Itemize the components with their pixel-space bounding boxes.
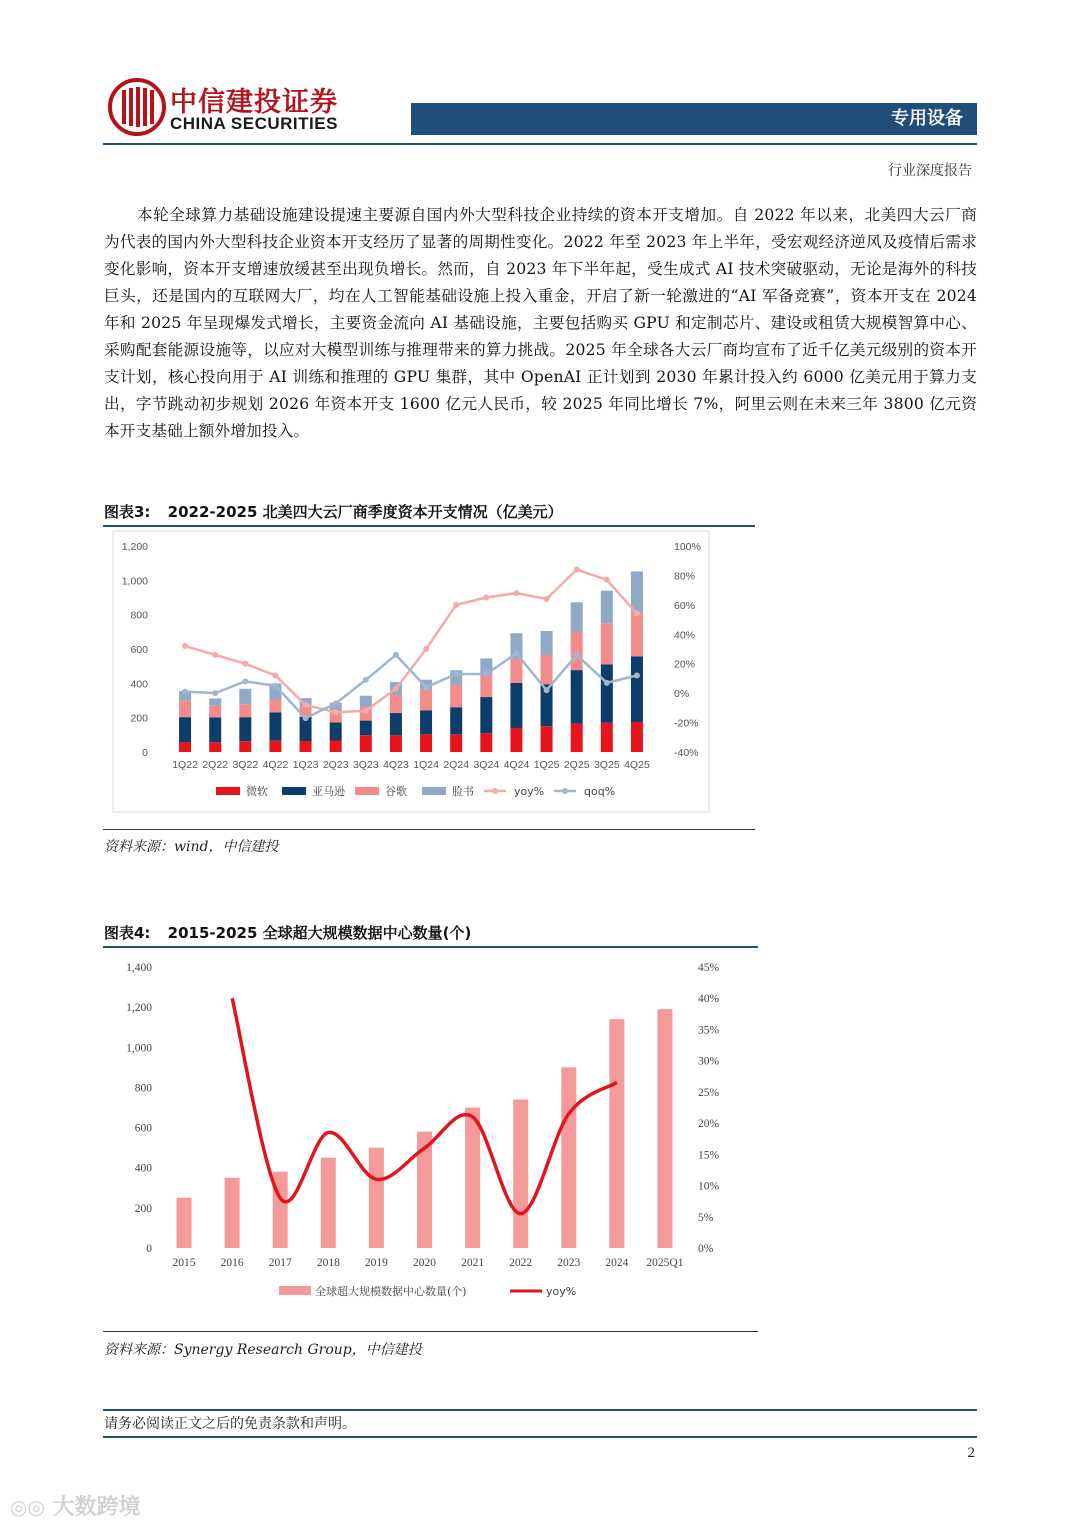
bar-segment: [631, 722, 643, 752]
y2-tick-label: -20%: [674, 717, 699, 730]
bar-segment: [601, 623, 613, 664]
line-point: [544, 596, 550, 602]
x-tick-label: 2022: [509, 1257, 533, 1269]
y-tick-label: 400: [130, 678, 148, 691]
line-point: [242, 678, 248, 684]
y2-tick-label: 0%: [674, 688, 690, 701]
legend-swatch: [492, 788, 498, 794]
legend-label: yoy%: [514, 785, 545, 798]
figure3-source: 资料来源：wind，中信建投: [104, 839, 279, 855]
bar-segment: [631, 613, 643, 657]
bar: [369, 1148, 384, 1248]
bar-segment: [179, 700, 191, 717]
y2-tick-label: 60%: [674, 599, 696, 612]
bar-segment: [450, 734, 462, 752]
bar-segment: [209, 705, 221, 717]
y2-tick-label: 35%: [698, 1024, 720, 1037]
y2-tick-label: 30%: [698, 1055, 720, 1068]
bar-segment: [269, 699, 281, 712]
y2-tick-label: 15%: [698, 1149, 720, 1162]
y2-tick-label: 10%: [698, 1180, 720, 1193]
line-point: [363, 708, 369, 714]
bar-segment: [510, 728, 522, 752]
y2-tick-label: 25%: [698, 1086, 720, 1099]
legend-swatch: [279, 1286, 311, 1295]
line-point: [303, 715, 309, 721]
x-tick-label: 2Q22: [202, 759, 229, 771]
logo-mark-icon: [108, 78, 166, 136]
y-tick-label: 200: [134, 1202, 152, 1215]
x-tick-label: 2024: [605, 1257, 629, 1269]
body-paragraph: 本轮全球算力基础设施建设提速主要源自国内外大型科技企业持续的资本开支增加。自 2022 年以来，北美四大云厂商为代表的国内外大型科技企业资本开支经历了显著的周期性变化。2022 年至 2023 年上半年，受宏观经济逆风及疫情后需求变化影响，资本开支增速放缓甚至出现负增长。然而，自 2023 年下半年起，受生成式 AI 技术突破驱动，无论是海外的科技巨头，还是国内的互联网大厂，均在人工智能基础设施上投入重金，开启了新一轮激进的“AI 军备竞赛”，资本开支在 2024 年和 2025 年呈现爆发式增长，主要资金流向 AI 基础设施，主要包括购买 GPU 和定制芯片、建设或租赁大规模智算中心、采购配套能源设施等，以应对大模型训练与推理带来的算力挑战。2025 年全球各大云厂商均宣布了近千亿美元级别的资本开支计划，核心投向用于 AI 训练和推理的 GPU 集群，其中 OpenAI 正计划到 2030 年累计投入约 6000 亿美元用于算力支出，字节跳动初步规划 2026 年资本开支 1600 亿元人民币，较 2025 年同比增长 7%，阿里云则在未来三年 3800 亿元资本开支基础上额外增加投入。: [104, 206, 977, 440]
figure3-bottom-rule: [103, 829, 755, 830]
y-tick-label: 200: [130, 712, 148, 725]
watermark-icon: ◎◎: [10, 1495, 45, 1519]
bar-segment: [209, 698, 221, 705]
line-point: [483, 595, 489, 601]
line-point: [212, 652, 218, 658]
y-tick-label: 600: [134, 1122, 152, 1135]
logo: [108, 78, 348, 140]
bar-segment: [300, 741, 312, 752]
line-point: [574, 652, 580, 658]
line-point: [423, 646, 429, 652]
bar-segment: [541, 631, 553, 655]
line-point: [272, 672, 278, 678]
bar-segment: [541, 655, 553, 684]
x-tick-label: 2Q23: [322, 759, 349, 771]
y2-tick-label: -40%: [674, 747, 699, 759]
bar-segment: [480, 733, 492, 752]
x-tick-label: 3Q22: [232, 759, 259, 771]
disclaimer-note: 请务必阅读正文之后的免责条款和声明。: [104, 1416, 356, 1432]
bar-segment: [510, 659, 522, 683]
figure4-label: 图表4:: [104, 924, 151, 942]
bar: [561, 1067, 576, 1248]
y2-tick-label: 40%: [674, 629, 696, 642]
bar-segment: [239, 689, 251, 704]
datacenter-chart: [104, 952, 744, 1312]
bar: [225, 1178, 240, 1248]
y-tick-label: 800: [134, 1082, 152, 1095]
bar-segment: [631, 571, 643, 612]
legend-label: 亚马逊: [312, 785, 345, 798]
y2-tick-label: 100%: [674, 541, 701, 553]
figure4-title: [104, 922, 471, 943]
bar-segment: [480, 697, 492, 733]
x-tick-label: 2015: [172, 1257, 196, 1269]
bar-segment: [390, 735, 402, 752]
line-point: [303, 702, 309, 708]
bar: [657, 1009, 672, 1248]
bar-segment: [510, 683, 522, 728]
x-tick-label: 1Q23: [292, 759, 319, 771]
bar-segment: [360, 735, 372, 752]
line-point: [182, 643, 188, 649]
bar-segment: [360, 721, 372, 736]
bar-segment: [330, 740, 342, 752]
x-tick-label: 2023: [557, 1257, 581, 1269]
sector-banner: 专用设备: [411, 103, 977, 135]
bar-segment: [239, 741, 251, 752]
x-tick-label: 1Q25: [533, 759, 560, 771]
y-tick-label: 0: [142, 747, 148, 759]
bar-segment: [390, 695, 402, 713]
legend-label: 全球超大规模数据中心数量(个): [315, 1285, 467, 1298]
figure3-top-rule: [103, 525, 755, 527]
y-tick-label: 1,000: [121, 575, 148, 588]
bar-segment: [420, 734, 432, 752]
bar-segment: [179, 742, 191, 752]
line-point: [513, 650, 519, 656]
bar-segment: [631, 656, 643, 722]
bar-segment: [390, 713, 402, 735]
line-point: [453, 602, 459, 608]
bar-segment: [571, 631, 583, 670]
figure3-label: 图表3:: [104, 503, 151, 521]
line-point: [513, 590, 519, 596]
x-tick-label: 2017: [268, 1257, 292, 1269]
y2-tick-label: 45%: [698, 962, 720, 974]
line-point: [393, 652, 399, 658]
bar-segment: [209, 742, 221, 752]
bar-segment: [420, 710, 432, 734]
figure3-title: [104, 501, 563, 522]
y2-tick-label: 20%: [674, 658, 696, 671]
x-tick-label: 3Q25: [593, 759, 620, 771]
x-tick-label: 4Q25: [624, 759, 650, 771]
bar-segment: [239, 717, 251, 741]
bar-segment: [601, 723, 613, 752]
bar: [177, 1198, 192, 1248]
x-tick-label: 2021: [461, 1257, 485, 1269]
figure4-top-rule: [103, 946, 758, 948]
line-point: [333, 700, 339, 706]
y-tick-label: 1,400: [126, 962, 152, 974]
y-tick-label: 0: [146, 1243, 152, 1255]
footer-rule-top: [103, 1409, 977, 1411]
bar-segment: [179, 717, 191, 742]
x-tick-label: 2Q24: [443, 759, 470, 771]
legend-label: 脸书: [452, 785, 474, 798]
figure4-title-text: 2015-2025 全球超大规模数据中心数量(个): [167, 924, 472, 942]
bar-segment: [239, 704, 251, 717]
x-tick-label: 4Q22: [262, 759, 289, 771]
x-tick-label: 2016: [220, 1257, 244, 1269]
bar-segment: [541, 726, 553, 752]
bar-segment: [209, 717, 221, 742]
y2-tick-label: 5%: [698, 1211, 714, 1224]
legend-swatch: [422, 787, 446, 795]
bar: [609, 1019, 624, 1248]
line-point: [574, 567, 580, 573]
bar-segment: [450, 707, 462, 734]
x-tick-label: 2020: [413, 1257, 436, 1269]
bar-segment: [571, 724, 583, 752]
line-point: [333, 709, 339, 715]
bar-segment: [601, 591, 613, 624]
y-tick-label: 1,200: [121, 541, 148, 553]
bar-segment: [480, 675, 492, 697]
bar-segment: [571, 670, 583, 724]
figure4-bottom-rule: [103, 1331, 758, 1332]
y-tick-label: 600: [130, 644, 148, 656]
capex-chart: [112, 530, 712, 815]
watermark: [10, 1490, 141, 1521]
bar-segment: [601, 664, 613, 722]
bar: [465, 1108, 480, 1249]
line-point: [634, 611, 640, 617]
line-point: [242, 661, 248, 667]
legend-swatch: [355, 787, 379, 795]
line-point: [483, 671, 489, 677]
y-tick-label: 800: [130, 609, 148, 622]
line-point: [423, 684, 429, 690]
x-tick-label: 1Q22: [172, 759, 198, 771]
legend-label: 微软: [246, 785, 268, 798]
legend-label: 谷歌: [385, 785, 407, 798]
bar-segment: [571, 602, 583, 631]
y-tick-label: 1,000: [126, 1042, 152, 1055]
watermark-text: 大数跨境: [52, 1495, 141, 1520]
legend-label: qoq%: [584, 785, 616, 798]
header-rule: [103, 143, 977, 145]
legend-swatch: [562, 788, 568, 794]
line-point: [453, 671, 459, 677]
logo-text-cn: 中信建投证券: [170, 87, 338, 118]
y2-tick-label: 0%: [698, 1243, 714, 1255]
line-point: [272, 683, 278, 689]
y2-tick-label: 20%: [698, 1118, 720, 1131]
y-tick-label: 1,200: [126, 1002, 152, 1015]
bar-segment: [269, 741, 281, 752]
bar-segment: [450, 685, 462, 707]
x-tick-label: 4Q23: [383, 759, 409, 771]
legend-swatch: [282, 787, 306, 795]
footer-rule-bottom: [103, 1436, 977, 1438]
line-point: [212, 690, 218, 696]
line-point: [544, 687, 550, 693]
logo-text-en: CHINA SECURITIES: [170, 114, 338, 133]
page-number: 2: [967, 1445, 975, 1461]
figure3-title-text: 2022-2025 北美四大云厂商季度资本开支情况（亿美元）: [167, 503, 563, 521]
legend-swatch: [216, 787, 240, 795]
x-tick-label: 3Q23: [352, 759, 379, 771]
y2-tick-label: 40%: [698, 993, 720, 1006]
line-point: [604, 680, 610, 686]
bar-segment: [330, 722, 342, 740]
figure4-source: 资料来源：Synergy Research Group，中信建投: [104, 1342, 422, 1358]
y-tick-label: 400: [134, 1162, 152, 1175]
x-tick-label: 2025Q1: [646, 1257, 684, 1269]
x-tick-label: 4Q24: [503, 759, 530, 771]
bar-segment: [420, 690, 432, 711]
line-point: [393, 686, 399, 692]
x-tick-label: 3Q24: [473, 759, 500, 771]
bar: [513, 1099, 528, 1248]
legend-label: yoy%: [546, 1285, 577, 1298]
line-point: [634, 672, 640, 678]
bar: [321, 1158, 336, 1248]
x-tick-label: 2018: [316, 1257, 340, 1269]
line-point: [363, 677, 369, 683]
x-tick-label: 1Q24: [413, 759, 439, 771]
line-point: [604, 577, 610, 583]
line-point: [182, 689, 188, 695]
x-tick-label: 2Q25: [563, 759, 590, 771]
bar-segment: [269, 712, 281, 740]
x-tick-label: 2019: [364, 1257, 388, 1269]
report-type: 行业深度报告: [888, 163, 972, 179]
bar-segment: [360, 696, 372, 707]
y2-tick-label: 80%: [674, 570, 696, 583]
